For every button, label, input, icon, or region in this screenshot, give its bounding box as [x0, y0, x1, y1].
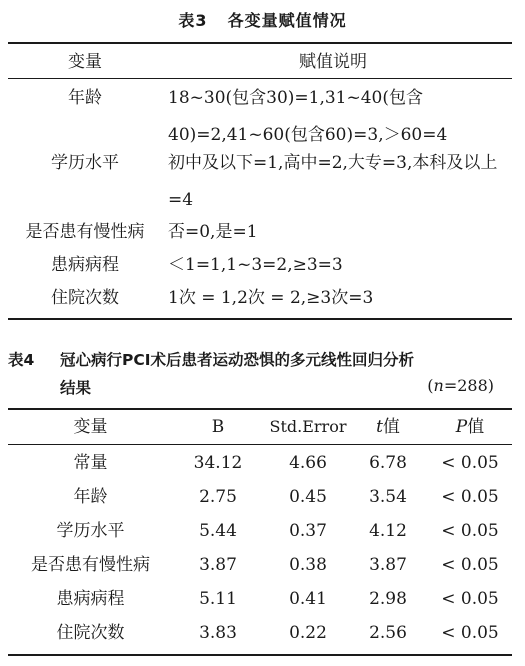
table4-cell-b: 2.75 — [199, 487, 237, 507]
table4-cell-variable: 学历水平 — [56, 521, 125, 541]
table4-cell-b: 3.83 — [199, 623, 237, 643]
table4-cell-std-error: 0.41 — [289, 589, 327, 609]
table4-title: 冠心病行PCI术后患者运动恐惧的多元线性回归分析 — [60, 351, 415, 369]
table4-cell-t: 2.56 — [369, 623, 407, 643]
table4-header-b: B — [211, 417, 225, 437]
table4-bottom-rule — [8, 654, 512, 656]
table4-cell-p: < 0.05 — [441, 487, 499, 507]
table3-cell-variable: 学历水平 — [51, 153, 119, 173]
table3-row — [8, 247, 512, 283]
table3-cell-variable: 住院次数 — [51, 288, 119, 308]
table4-cell-variable: 是否患有慢性病 — [31, 555, 150, 575]
table3-row — [8, 145, 512, 219]
table3-cell-description: 否=0,是=1 — [168, 222, 258, 242]
table4-title-continued: 结果 — [60, 379, 92, 397]
table4-cell-std-error: 0.38 — [289, 555, 327, 575]
table4-cell-b: 3.87 — [199, 555, 237, 575]
table3-header-variable: 变量 — [68, 52, 102, 72]
table4-header-variable: 变量 — [73, 417, 108, 437]
table3-cell-description: 初中及以下=1,高中=2,大专=3,本科及以上=4 — [168, 153, 498, 210]
table4-cell-t: 3.87 — [369, 555, 407, 575]
table4-cell-t: 6.78 — [369, 453, 407, 473]
table3-cell-description: 1次 = 1,2次 = 2,≥3次=3 — [168, 288, 374, 308]
table4-row — [8, 582, 512, 616]
table3-cell-variable: 年龄 — [68, 88, 102, 108]
table4-caption — [8, 348, 512, 404]
table4-header-row — [8, 410, 512, 444]
table4-row — [8, 548, 512, 582]
table3-bottom-rule — [8, 318, 512, 320]
table4-cell-t: 4.12 — [369, 521, 407, 541]
table3-header-rule — [8, 78, 512, 79]
table4-row — [8, 514, 512, 548]
table4-row — [8, 616, 512, 650]
table4-cell-variable: 年龄 — [73, 487, 108, 507]
table4-header-std-error: Std.Error — [269, 417, 347, 436]
table4-cell-variable: 患病病程 — [56, 589, 125, 609]
table4-label: 表4 — [8, 351, 35, 369]
table4-cell-std-error: 0.22 — [289, 623, 327, 643]
table4-header-t-value: t值 — [376, 417, 400, 437]
table4-cell-p: < 0.05 — [441, 555, 499, 575]
table4-cell-std-error: 4.66 — [289, 453, 327, 473]
table3-header-assignment: 赋值说明 — [299, 52, 367, 72]
table3-cell-variable: 是否患有慢性病 — [25, 222, 145, 242]
table4-cell-p: < 0.05 — [441, 623, 499, 643]
table4-header-p-value: P值 — [455, 417, 485, 437]
table4-cell-b: 5.11 — [199, 589, 237, 609]
table4-cell-t: 3.54 — [369, 487, 407, 507]
table4-cell-p: < 0.05 — [441, 521, 499, 541]
table4-cell-p: < 0.05 — [441, 589, 499, 609]
table4-header-rule — [8, 444, 512, 445]
table3-cell-description: 18~30(包含30)=1,31~40(包含40)=2,41~60(包含60)=3,＞60=4 — [168, 88, 448, 145]
table4-cell-b: 34.12 — [193, 453, 243, 473]
table3-top-rule — [8, 42, 512, 44]
table3-header-row — [8, 48, 512, 76]
table3-row — [8, 80, 512, 154]
table4-sample-size: (n=288) — [427, 376, 494, 395]
table4-cell-variable: 常量 — [73, 453, 108, 473]
table3-title: 各变量赋值情况 — [227, 11, 347, 30]
table4-row — [8, 480, 512, 514]
table4-cell-variable: 住院次数 — [56, 623, 125, 643]
table3-caption — [0, 8, 525, 31]
table4-cell-std-error: 0.37 — [289, 521, 327, 541]
table3-label: 表3 — [178, 11, 208, 30]
table3-cell-description: ＜1=1,1~3=2,≥3=3 — [168, 255, 343, 275]
table4-row — [8, 446, 512, 480]
table4-cell-std-error: 0.45 — [289, 487, 327, 507]
table3-row — [8, 280, 512, 316]
table4-cell-b: 5.44 — [199, 521, 237, 541]
table3-row — [8, 214, 512, 250]
table4-cell-p: < 0.05 — [441, 453, 499, 473]
table4-cell-t: 2.98 — [369, 589, 407, 609]
table3-cell-variable: 患病病程 — [51, 255, 119, 275]
